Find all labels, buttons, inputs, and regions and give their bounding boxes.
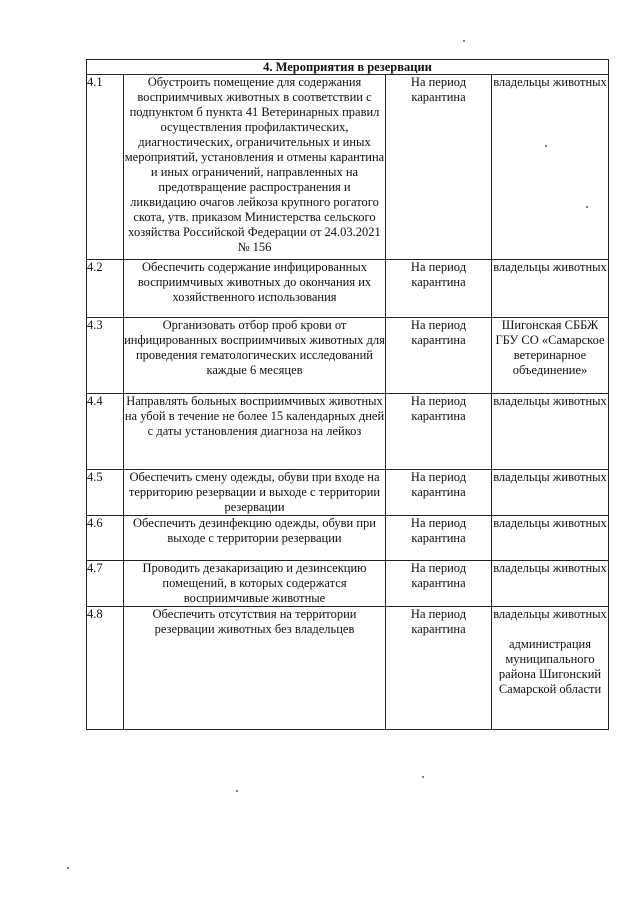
scan-speck [463,40,465,42]
row-description: Организовать отбор проб крови от инфицированных восприимчивых животных для проведения гематологических исследований каждые 6 месяцев [124,318,386,394]
row-period: На период карантина [386,260,492,318]
row-responsible: владельцы животных [492,470,609,516]
row-responsible-extra: администрация муниципального района Шигонский Самарской области [498,637,602,696]
row-responsible: Шигонская СББЖ ГБУ СО «Самарское ветеринарное объединение» [492,318,609,394]
row-responsible: владельцы животных [492,75,609,260]
row-description: Обеспечить отсутствия на территории резервации животных без владельцев [124,607,386,730]
scan-speck [545,145,547,147]
row-period: На период карантина [386,607,492,730]
row-period: На период карантина [386,561,492,607]
row-responsible: владельцы животных [492,260,609,318]
table-row [87,516,609,561]
row-number: 4.5 [87,470,124,516]
row-period: На период карантина [386,516,492,561]
row-number: 4.8 [87,607,124,730]
row-number: 4.6 [87,516,124,561]
scan-speck [236,790,238,792]
measures-table [86,59,609,730]
row-number: 4.7 [87,561,124,607]
table-row [87,394,609,470]
scan-speck [586,206,588,208]
table-row [87,561,609,607]
row-responsible: владельцы животных [492,394,609,470]
table-row [87,470,609,516]
row-description: Обеспечить смену одежды, обуви при входе на территорию резервации и выходе с территории резервации [124,470,386,516]
spacer [492,622,608,637]
scan-speck [67,867,69,869]
row-number: 4.4 [87,394,124,470]
scan-speck [422,776,424,778]
row-number: 4.3 [87,318,124,394]
row-number: 4.1 [87,75,124,260]
row-responsible: владельцы животных [493,607,607,621]
section-title: 4. Мероприятия в резервации [87,60,609,75]
section-header-row [87,60,609,75]
row-period: На период карантина [386,470,492,516]
row-description: Обеспечить содержание инфицированных восприимчивых животных до окончания их хозяйственного использования [124,260,386,318]
table-row [87,607,609,730]
row-responsible: владельцы животных [492,516,609,561]
row-period: На период карантина [386,318,492,394]
row-description: Направлять больных восприимчивых животных на убой в течение не более 15 календарных дней с даты установления диагноза на лейкоз [124,394,386,470]
row-description: Проводить дезакаризацию и дезинсекцию помещений, в которых содержатся восприимчивые животные [124,561,386,607]
row-period: На период карантина [386,394,492,470]
table-row [87,75,609,260]
row-responsible: владельцы животных [492,561,609,607]
table-row [87,318,609,394]
row-responsible-cell [492,607,609,730]
row-description: Обустроить помещение для содержания восприимчивых животных в соответствии с подпунктом б пункта 41 Ветеринарных правил осуществления профилактических, диагностических, ограничительных и иных мероприятий, установления и отмены карантина и иных ограничений, направленных на предотвращение распространения и ликвидацию очагов лейкоза крупного рогатого скота, утв. приказом Министерства сельского хозяйства Российской Федерации от 24.03.2021 № 156 [124,75,386,260]
row-description: Обеспечить дезинфекцию одежды, обуви при выходе с территории резервации [124,516,386,561]
row-number: 4.2 [87,260,124,318]
row-period: На период карантина [386,75,492,260]
table-row [87,260,609,318]
